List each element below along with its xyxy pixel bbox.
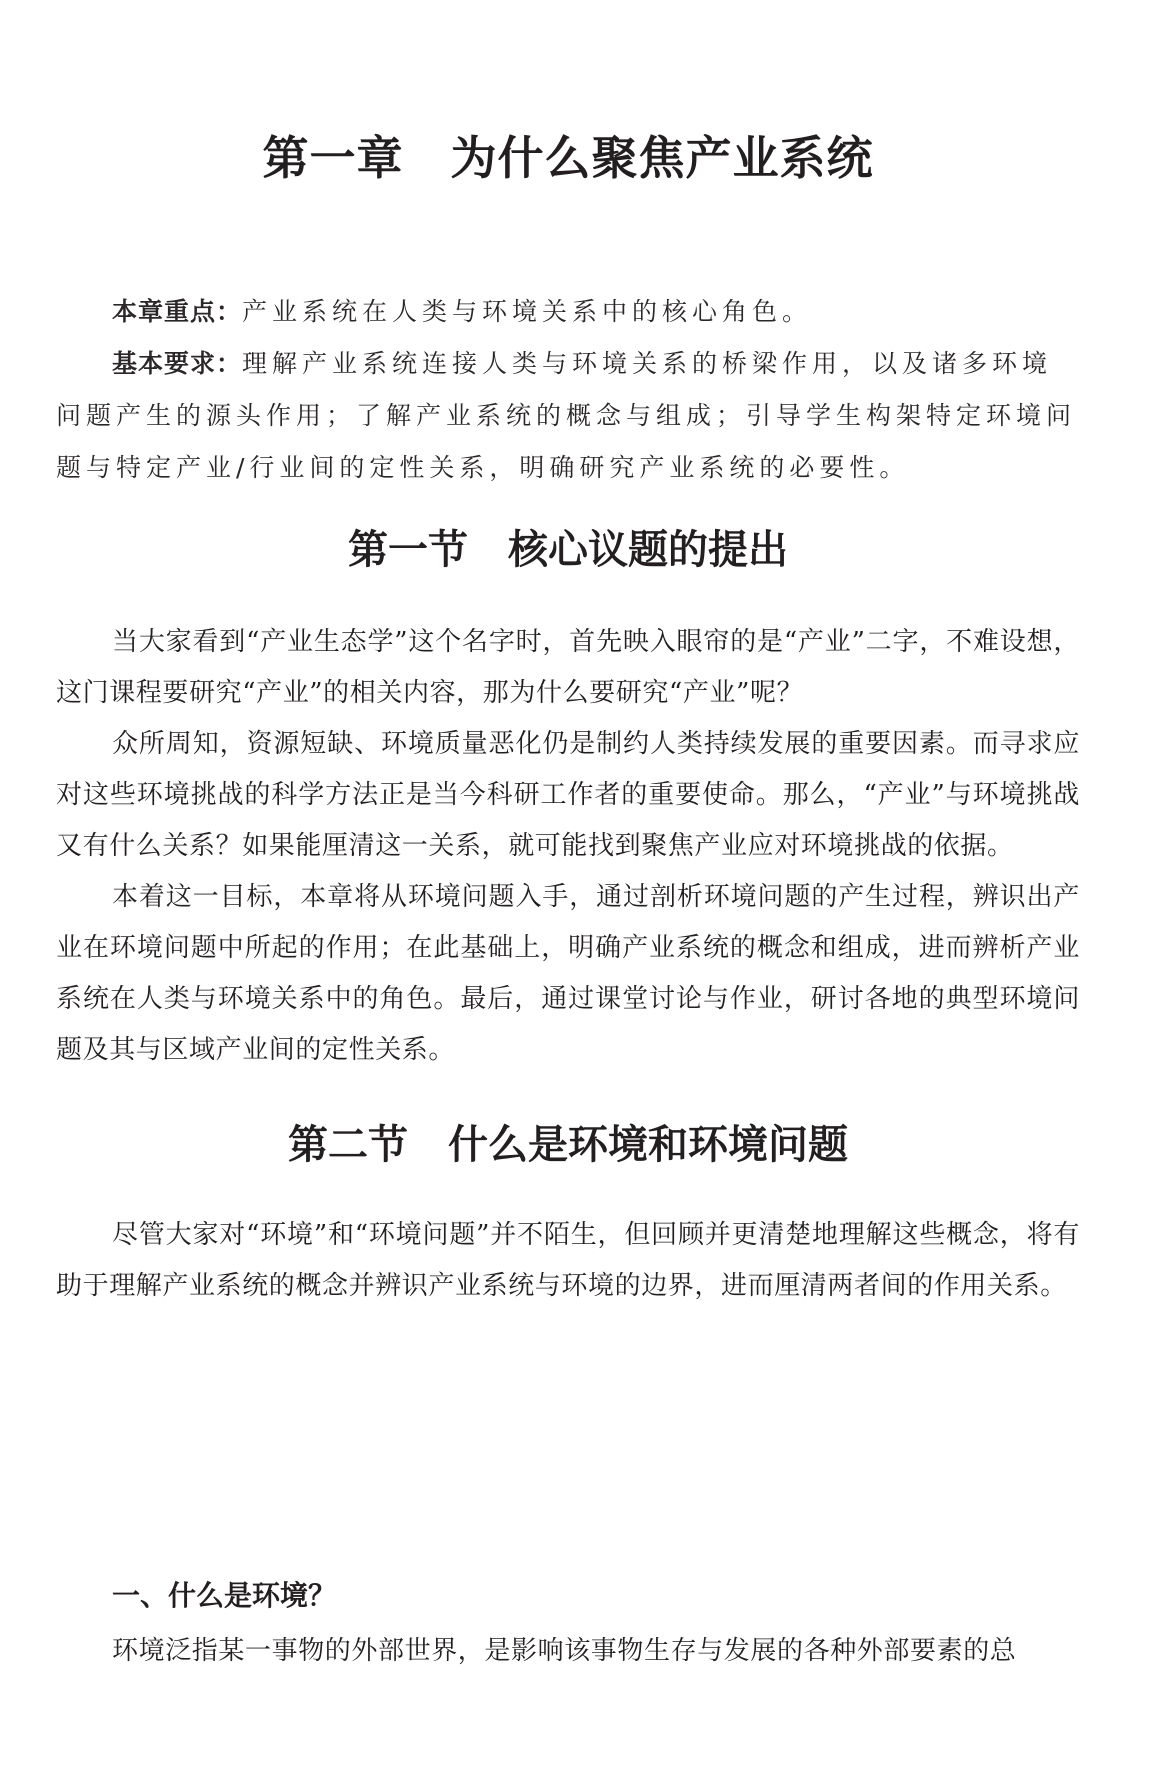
- subsection-1-paragraph: 环境泛指某一事物的外部世界，是影响该事物生存与发展的各种外部要素的总: [112, 1636, 1017, 1666]
- key-points: [56, 286, 1080, 338]
- section-1-paragraph-2: 众所周知，资源短缺、环境质量恶化仍是制约人类持续发展的重要因素。而寻求应对这些环境挑战的科学方法正是当今科研工作者的重要使命。那么，“产业”与环境挑战又有什么关系？如果能厘清这一关系，就可能找到聚焦产业应对环境挑战的依据。: [56, 729, 1080, 861]
- requirements-label: 基本要求：: [112, 349, 243, 378]
- section-1-body: [56, 617, 1080, 1076]
- section-1-paragraph-1: 当大家看到“产业生态学”这个名字时，首先映入眼帘的是“产业”二字，不难设想，这门课程要研究“产业”的相关内容，那为什么要研究“产业”呢？: [56, 627, 1080, 708]
- requirements-text: 理解产业系统连接人类与环境关系的桥梁作用，以及诸多环境问题产生的源头作用；了解产业系统的概念与组成；引导学生构架特定环境问题与特定产业/行业间的定性关系，明确研究产业系统的必要性。: [56, 349, 1077, 482]
- section-2-paragraph-1: 尽管大家对“环境”和“环境问题”并不陌生，但回顾并更清楚地理解这些概念，将有助于理解产业系统的概念并辨识产业系统与环境的边界，进而厘清两者间的作用关系。: [56, 1220, 1080, 1301]
- section-2-title: 第二节 什么是环境和环境问题: [288, 1121, 848, 1168]
- section-1-title: 第一节 核心议题的提出: [348, 526, 788, 573]
- subsection-1-body: [56, 1626, 1080, 1677]
- key-points-text: 产业系统在人类与环境关系中的核心角色。: [242, 297, 813, 326]
- section-2-body: [56, 1210, 1080, 1312]
- subsection-1-title: 一、什么是环境？: [112, 1579, 337, 1612]
- requirements: [56, 338, 1080, 494]
- section-1-paragraph-3: 本着这一目标，本章将从环境问题入手，通过剖析环境问题的产生过程，辨识出产业在环境问题中所起的作用；在此基础上，明确产业系统的概念和组成，进而辨析产业系统在人类与环境关系中的角色。最后，通过课堂讨论与作业，研讨各地的典型环境问题及其与区域产业间的定性关系。: [56, 882, 1080, 1065]
- chapter-title: 第一章 为什么聚焦产业系统: [262, 131, 874, 185]
- chapter-summary: [56, 286, 1080, 494]
- key-points-label: 本章重点：: [112, 297, 243, 326]
